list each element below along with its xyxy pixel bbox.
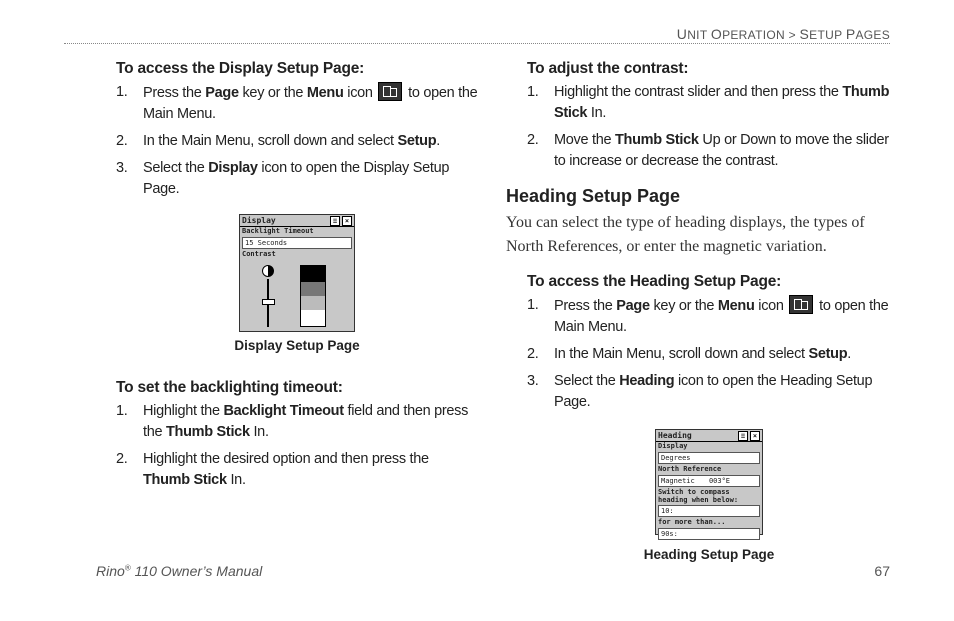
backlight-heading: To set the backlighting timeout: <box>116 379 343 396</box>
list-item: 2. Move the Thumb Stick Up or Down to move the slider to increase or decrease the contrast. <box>527 132 889 169</box>
page-number: 67 <box>874 563 890 579</box>
half-circle-icon <box>262 265 274 277</box>
display-label: Display <box>658 442 688 450</box>
display-access-heading: To access the Display Setup Page: <box>116 60 365 77</box>
list-item: 3. Select the Display icon to open the Display Setup Page. <box>116 160 450 197</box>
display-figure-caption: Display Setup Page <box>234 338 360 353</box>
heading-section-title: Heading Setup Page <box>506 186 681 206</box>
heading-steps <box>527 295 891 413</box>
switch-label: Switch to compass heading when below: <box>658 488 739 504</box>
left-column <box>116 60 478 497</box>
list-item: 2. Highlight the desired option and then press the Thumb Stick In. <box>116 451 429 488</box>
more-field: 90s: <box>658 528 760 540</box>
contrast-label: Contrast <box>242 250 276 258</box>
list-item: 1. Press the Page key or the Menu icon to open the Main Menu. <box>116 84 478 122</box>
menu-icon <box>789 295 813 314</box>
heading-setup-figure <box>527 429 891 562</box>
list-item: 1. Press the Page key or the Menu icon to open the Main Menu. <box>527 297 889 335</box>
screen-title-bar: Display ≡ × <box>240 215 354 227</box>
contrast-steps <box>527 82 891 172</box>
list-item: 3. Select the Heading icon to open the Heading Setup Page. <box>527 373 873 410</box>
close-icon: × <box>342 216 352 226</box>
contrast-heading: To adjust the contrast: <box>527 60 689 77</box>
display-setup-figure <box>116 214 478 353</box>
north-ref-label: North Reference <box>658 465 722 473</box>
contrast-swatches <box>300 265 326 327</box>
display-setup-screen <box>239 214 355 332</box>
slider-thumb <box>262 299 275 305</box>
backlight-label: Backlight Timeout <box>242 227 314 235</box>
display-steps <box>116 82 478 200</box>
list-item: 2. In the Main Menu, scroll down and select Setup. <box>527 346 851 362</box>
menu-small-icon: ≡ <box>738 431 748 441</box>
heading-intro: You can select the type of heading displays, the types of North References, or enter the magnetic variation. <box>506 214 865 255</box>
north-ref-field: Magnetic 003°E <box>658 475 760 487</box>
footer-manual-title: Rino® 110 Owner’s Manual <box>96 563 263 579</box>
running-header: UNIT OPERATION > SETUP PAGES <box>676 26 890 42</box>
more-label: for more than... <box>658 518 726 526</box>
list-item: 2. In the Main Menu, scroll down and select Setup. <box>116 133 440 149</box>
heading-access-heading: To access the Heading Setup Page: <box>527 273 782 290</box>
heading-figure-caption: Heading Setup Page <box>643 547 775 562</box>
right-column <box>506 60 891 562</box>
contrast-slider <box>262 265 274 327</box>
menu-small-icon: ≡ <box>330 216 340 226</box>
list-item: 1. Highlight the contrast slider and then press the Thumb Stick In. <box>527 84 890 121</box>
heading-setup-screen <box>655 429 763 538</box>
screen-title-bar: Heading ≡ × <box>656 430 762 442</box>
header-divider <box>64 43 890 44</box>
menu-icon <box>378 82 402 101</box>
backlight-field: 15 Seconds <box>242 237 352 249</box>
display-field: Degrees <box>658 452 760 464</box>
backlight-steps <box>116 401 478 491</box>
switch-field: 10: <box>658 505 760 517</box>
list-item: 1. Highlight the Backlight Timeout field and then press the Thumb Stick In. <box>116 403 469 440</box>
close-icon: × <box>750 431 760 441</box>
